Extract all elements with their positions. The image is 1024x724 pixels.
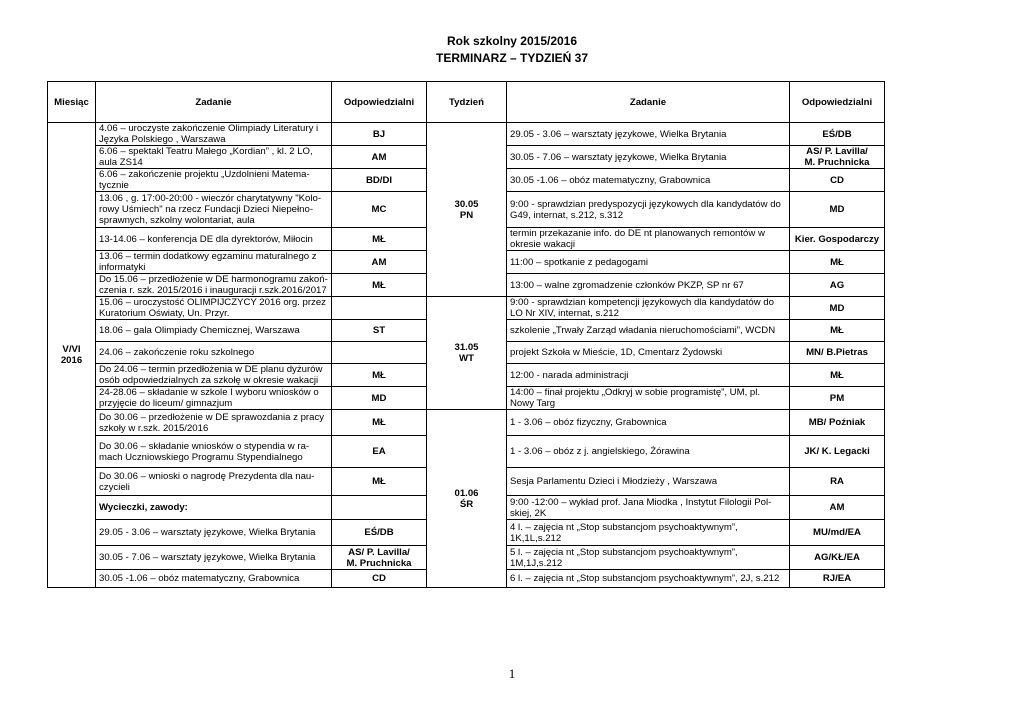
left-responsible-cell: MŁ	[332, 274, 427, 297]
month-cell: V/VI 2016	[48, 123, 96, 588]
document-subtitle: TERMINARZ – TYDZIEŃ 37	[435, 51, 588, 65]
right-task-cell: 13:00 – walne zgromadzenie członków PKZP, SP nr 67	[507, 274, 790, 297]
right-task-cell: 30.05 -1.06 – obóz matematyczny, Grabownica	[507, 169, 790, 192]
right-responsible-cell: MD	[790, 192, 885, 228]
right-task-cell: 29.05 - 3.06 – warsztaty językowe, Wielka Brytania	[507, 123, 790, 146]
left-task-cell: 13.06 – termin dodatkowy egzaminu maturalnego z informatyki	[96, 251, 332, 274]
right-task-cell: 9:00 - sprawdzian predyspozycji językowych dla kandydatów do G49, internat, s.212, s.312	[507, 192, 790, 228]
left-task-cell: 24-28.06 – składanie w szkole I wyboru wniosków o przyjęcie do liceum/ gimnazjum	[96, 387, 332, 410]
left-responsible-cell: MŁ	[332, 468, 427, 496]
left-responsible-cell: MŁ	[332, 410, 427, 436]
column-header-task-right: Zadanie	[507, 82, 790, 123]
right-task-cell: 4 l. – zajęcia nt „Stop substancjom psychoaktywnym”, 1K,1L,s.212	[507, 520, 790, 546]
column-header-month: Miesiąc	[48, 82, 96, 123]
right-task-cell: 14:00 – finał projektu „Odkryj w sobie programistę”, UM, pl. Nowy Targ	[507, 387, 790, 410]
right-task-cell: 9:00 - sprawdzian kompetencji językowych dla kandydatów do LO Nr XIV, internat, s.212	[507, 297, 790, 320]
table-row	[48, 297, 885, 320]
left-responsible-cell: MŁ	[332, 228, 427, 251]
left-responsible-cell: AM	[332, 146, 427, 169]
right-task-cell: Sesja Parlamentu Dzieci i Młodzieży , Warszawa	[507, 468, 790, 496]
left-responsible-cell	[332, 297, 427, 320]
left-responsible-cell: AM	[332, 251, 427, 274]
left-task-cell: Do 15.06 – przedłożenie w DE harmonogramu zakoń-czenia r. szk. 2015/2016 i inauguracji r.szk.2016/2017	[96, 274, 332, 297]
right-task-cell: szkolenie „Trwały Zarząd władania nieruchomościami”, WCDN	[507, 320, 790, 342]
table-header-row	[48, 82, 885, 123]
left-responsible-cell: EA	[332, 436, 427, 468]
left-task-cell: 30.05 - 7.06 – warsztaty językowe, Wielka Brytania	[96, 546, 332, 570]
right-responsible-cell: MN/ B.Pietras	[790, 342, 885, 364]
right-task-cell: 12:00 - narada administracji	[507, 364, 790, 387]
right-task-cell: termin przekazanie info. do DE nt planowanych remontów w okresie wakacji	[507, 228, 790, 251]
right-responsible-cell: CD	[790, 169, 885, 192]
table-row	[48, 123, 885, 146]
left-task-cell: 4.06 – uroczyste zakończenie Olimpiady Literatury i Języka Polskiego , Warszawa	[96, 123, 332, 146]
left-task-cell: 29.05 - 3.06 – warsztaty językowe, Wielka Brytania	[96, 520, 332, 546]
left-task-cell: Do 24.06 – termin przedłożenia w DE planu dyżurów osób odpowiedzialnych za szkołę w okresie wakacji	[96, 364, 332, 387]
right-task-cell: 9:00 -12:00 – wykład prof. Jana Miodka , Instytut Filologii Pol-skiej, 2K	[507, 496, 790, 520]
right-task-cell: projekt Szkoła w Mieście, 1D, Cmentarz Żydowski	[507, 342, 790, 364]
left-responsible-cell: ST	[332, 320, 427, 342]
left-responsible-cell: MC	[332, 192, 427, 228]
column-header-responsible-right: Odpowiedzialni	[790, 82, 885, 123]
right-responsible-cell: AG	[790, 274, 885, 297]
left-task-cell: Do 30.06 – składanie wniosków o stypendia w ra-mach Uczniowskiego Programu Stypendialnego	[96, 436, 332, 468]
page-number: 1	[508, 666, 516, 681]
week-day-cell: 31.05 WT	[427, 297, 507, 410]
table-row	[48, 410, 885, 436]
right-responsible-cell: RA	[790, 468, 885, 496]
column-header-responsible-left: Odpowiedzialni	[332, 82, 427, 123]
schedule-table	[47, 81, 885, 588]
left-task-cell: Do 30.06 – wnioski o nagrodę Prezydenta dla nau-czycieli	[96, 468, 332, 496]
left-responsible-cell: AS/ P. Lavilla/ M. Pruchnicka	[332, 546, 427, 570]
right-responsible-cell: AS/ P. Lavilla/ M. Pruchnicka	[790, 146, 885, 169]
right-task-cell: 1 - 3.06 – obóz fizyczny, Grabownica	[507, 410, 790, 436]
left-task-cell: 13.06 , g. 17:00-20:00 - wieczór charytatywny "Kolo-rowy Uśmiech" na rzecz Fundacji Dzieci Niepełno-sprawnych, szkolny wolontariat, aula	[96, 192, 332, 228]
left-task-cell: 30.05 -1.06 – obóz matematyczny, Grabownica	[96, 570, 332, 588]
left-task-cell: 6.06 – zakończenie projektu „Uzdolnieni Matema-tycznie	[96, 169, 332, 192]
week-day-cell: 30.05 PN	[427, 123, 507, 297]
left-responsible-cell: MD	[332, 387, 427, 410]
right-task-cell: 5 l. – zajęcia nt „Stop substancjom psychoaktywnym”, 1M,1J,s.212	[507, 546, 790, 570]
right-responsible-cell: MD	[790, 297, 885, 320]
right-responsible-cell: JK/ K. Legacki	[790, 436, 885, 468]
right-responsible-cell: MŁ	[790, 364, 885, 387]
left-task-cell: 18.06 – gala Olimpiady Chemicznej, Warszawa	[96, 320, 332, 342]
right-responsible-cell: Kier. Gospodarczy	[790, 228, 885, 251]
left-responsible-cell	[332, 342, 427, 364]
left-responsible-cell: BJ	[332, 123, 427, 146]
right-responsible-cell: EŚ/DB	[790, 123, 885, 146]
left-responsible-cell	[332, 496, 427, 520]
week-day-cell: 01.06 ŚR	[427, 410, 507, 588]
right-responsible-cell: AM	[790, 496, 885, 520]
left-task-cell: 13-14.06 – konferencja DE dla dyrektorów, Miłocin	[96, 228, 332, 251]
right-responsible-cell: MB/ Poźniak	[790, 410, 885, 436]
left-task-cell: 6.06 – spektakl Teatru Małego „Kordian” , kl. 2 LO, aula ZS14	[96, 146, 332, 169]
document-title: Rok szkolny 2015/2016	[446, 34, 578, 48]
column-header-task-left: Zadanie	[96, 82, 332, 123]
left-task-cell: 15.06 – uroczystość OLIMPIJCZYCY 2016 org. przez Kuratorium Oświaty, Un. Przyr.	[96, 297, 332, 320]
right-responsible-cell: MŁ	[790, 251, 885, 274]
left-task-cell: 24.06 – zakończenie roku szkolnego	[96, 342, 332, 364]
right-responsible-cell: RJ/EA	[790, 570, 885, 588]
right-responsible-cell: MU/md/EA	[790, 520, 885, 546]
right-responsible-cell: PM	[790, 387, 885, 410]
column-header-week: Tydzień	[427, 82, 507, 123]
right-task-cell: 11:00 – spotkanie z pedagogami	[507, 251, 790, 274]
left-responsible-cell: CD	[332, 570, 427, 588]
left-responsible-cell: BD/DI	[332, 169, 427, 192]
right-responsible-cell: AG/KŁ/EA	[790, 546, 885, 570]
left-task-cell: Do 30.06 – przedłożenie w DE sprawozdania z pracy szkoły w r.szk. 2015/2016	[96, 410, 332, 436]
left-task-cell: Wycieczki, zawody:	[96, 496, 332, 520]
right-task-cell: 6 l. – zajęcia nt „Stop substancjom psychoaktywnym”, 2J, s.212	[507, 570, 790, 588]
left-responsible-cell: MŁ	[332, 364, 427, 387]
left-responsible-cell: EŚ/DB	[332, 520, 427, 546]
right-responsible-cell: MŁ	[790, 320, 885, 342]
right-task-cell: 30.05 - 7.06 – warsztaty językowe, Wielka Brytania	[507, 146, 790, 169]
right-task-cell: 1 - 3.06 – obóz z j. angielskiego, Żórawina	[507, 436, 790, 468]
